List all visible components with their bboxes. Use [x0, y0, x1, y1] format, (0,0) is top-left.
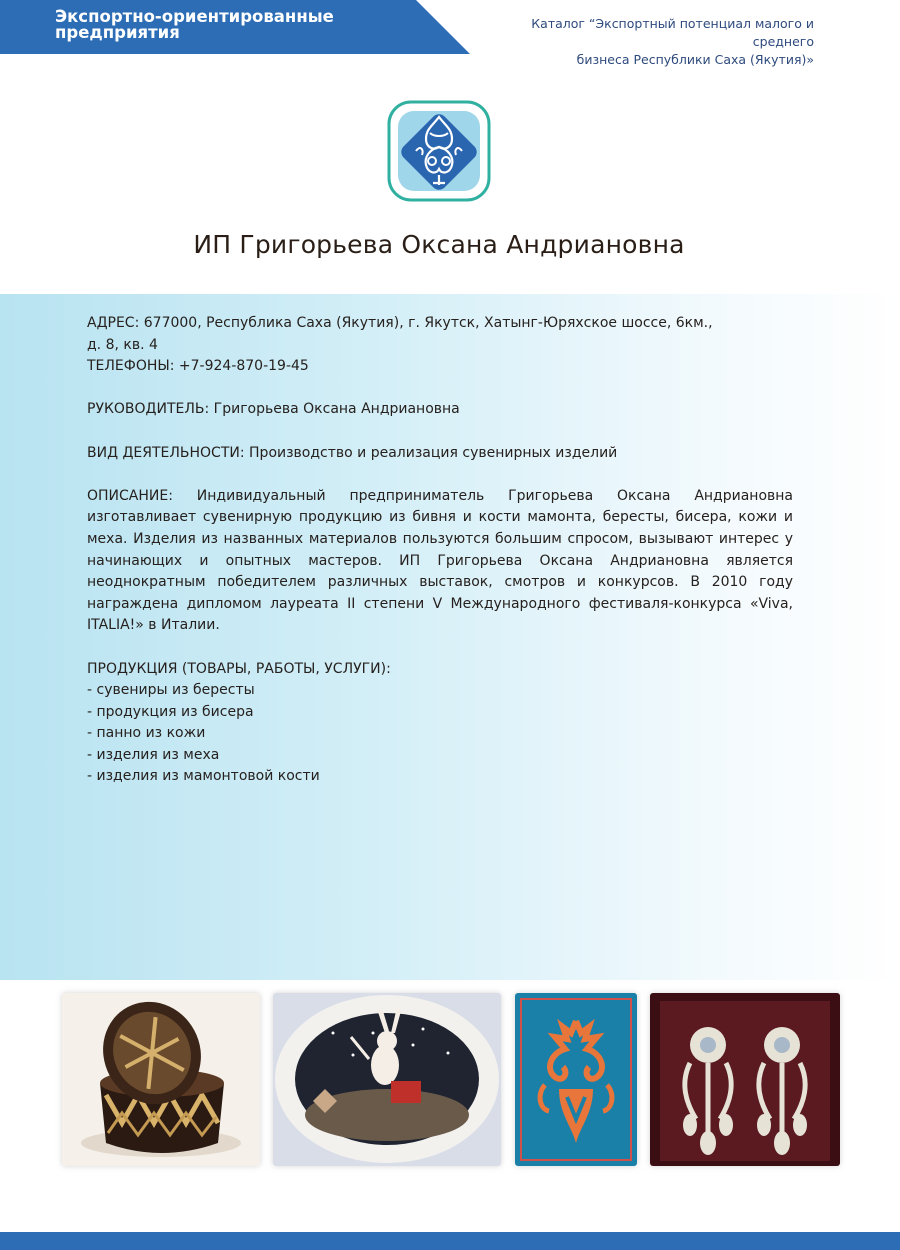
products-list [87, 680, 793, 788]
info-text [87, 313, 793, 788]
phones-line [87, 356, 793, 378]
address-line2: д. 8, кв. 4 [87, 336, 158, 353]
activity-line [87, 443, 793, 465]
birch-bark-box-photo [62, 993, 260, 1166]
catalog-caption [474, 15, 814, 69]
section-title [55, 9, 334, 41]
description-paragraph [87, 486, 793, 637]
list-item: - панно из кожи [87, 723, 793, 745]
catalog-caption-line2: бизнеса Республики Саха (Якутия)» [576, 52, 814, 67]
footer-bar [0, 1232, 900, 1250]
phones-value: +7-924-870-19-45 [178, 358, 309, 375]
list-item: - сувениры из бересты [87, 680, 793, 702]
address-value: 677000, Республика Саха (Якутия), г. Якутск, Хатынг-Юряхское шоссе, 6км., [143, 315, 713, 331]
phones-label: ТЕЛЕФОНЫ: [87, 358, 175, 375]
mammoth-ivory-earrings-photo [650, 993, 840, 1166]
catalog-caption-line1: Каталог “Экспортный потенциал малого и среднего [531, 16, 814, 49]
header-tab [0, 0, 470, 54]
list-item: - изделия из меха [87, 745, 793, 767]
activity-label: ВИД ДЕЯТЕЛЬНОСТИ: [87, 444, 245, 461]
list-item: - продукция из бисера [87, 702, 793, 724]
description-value: Индивидуальный предприниматель Григорьева Оксана Андриановна изготавливает сувенирную продукцию из бивня и кости мамонта, бересты, бисера, кожи и меха. Изделия из названных материалов пользуются большим спросом, вызывают интерес у начинающих и опытных мастеров. ИП Григорьева Оксана Андриановна является неоднократным победителем различных выставок, смотров и конкурсов. В 2010 году награждена дипломом лауреата II степени V Международного фестиваля-конкурса «Viva, ITALIA!» в Италии. [87, 487, 794, 634]
address-line1 [87, 313, 793, 335]
list-item: - изделия из мамонтовой кости [87, 766, 793, 788]
leather-panel-photo [515, 993, 637, 1166]
activity-value: Производство и реализация сувенирных изделий [249, 444, 618, 461]
ornament-emblem-icon [386, 99, 492, 203]
address-label: АДРЕС: [87, 315, 140, 331]
company-name: ИП Григорьева Оксана Андриановна [193, 230, 685, 259]
description-label: ОПИСАНИЕ: [87, 487, 173, 504]
head-line [87, 399, 793, 421]
products-label: ПРОДУКЦИЯ (ТОВАРЫ, РАБОТЫ, УСЛУГИ): [87, 660, 391, 677]
head-value: Григорьева Оксана Андриановна [213, 401, 460, 418]
section-title-line1: Экспортно-ориентированные [55, 7, 334, 26]
fur-panel-photo [273, 993, 501, 1166]
section-title-line2: предприятия [55, 23, 180, 42]
head-label: РУКОВОДИТЕЛЬ: [87, 401, 210, 418]
